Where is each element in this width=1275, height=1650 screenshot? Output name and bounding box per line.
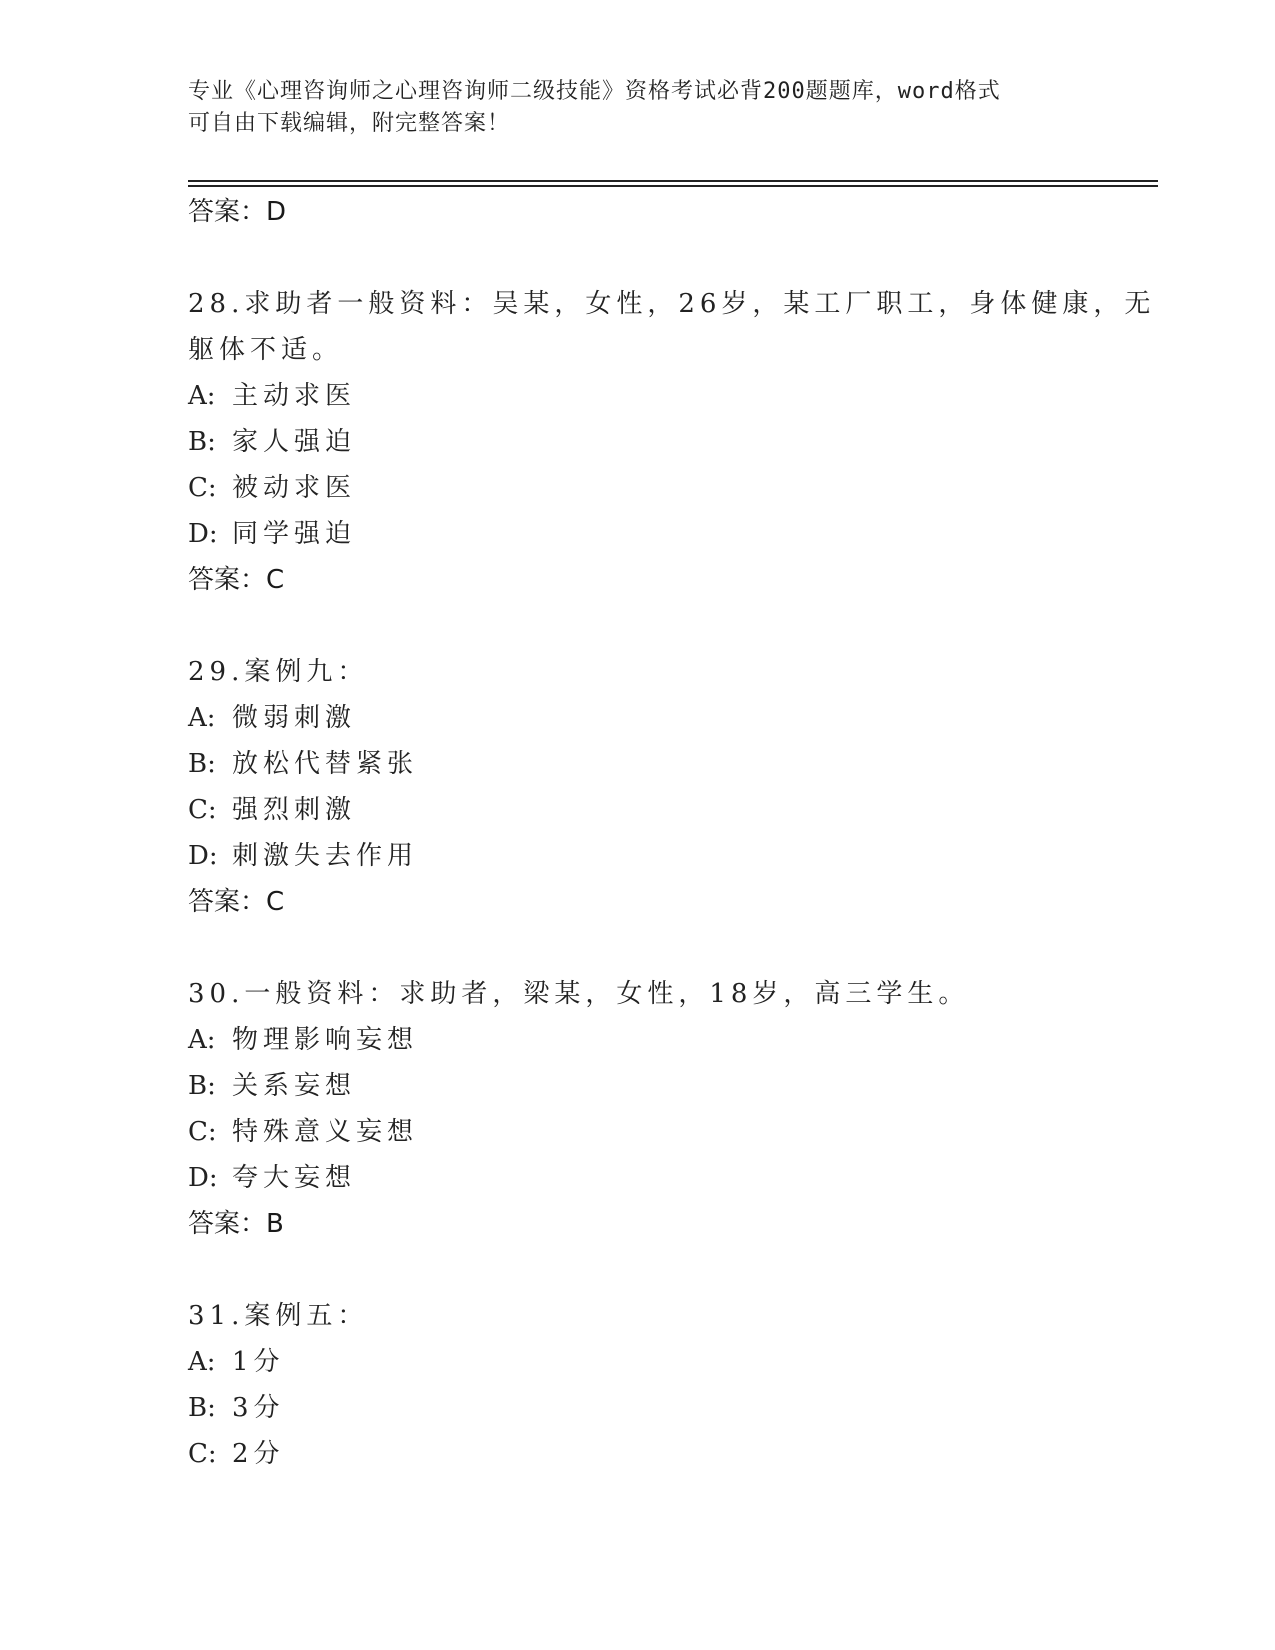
option-text: 3分 bbox=[232, 1393, 285, 1423]
question-stem: 30.一般资料：求助者，梁某，女性，18岁，高三学生。 bbox=[188, 979, 970, 1009]
question-stem: 29.案例九： bbox=[188, 657, 369, 687]
option-label: B: bbox=[188, 1393, 216, 1423]
option-item bbox=[188, 373, 1148, 419]
option-item bbox=[188, 1155, 1148, 1201]
previous-answer: 答案：D bbox=[188, 197, 287, 227]
option-text: 夸大妄想 bbox=[232, 1163, 357, 1193]
option-text: 家人强迫 bbox=[232, 427, 357, 457]
option-item bbox=[188, 1385, 1148, 1431]
option-item bbox=[188, 465, 1148, 511]
option-item bbox=[188, 1017, 1148, 1063]
option-text: 关系妄想 bbox=[232, 1071, 357, 1101]
option-text: 放松代替紧张 bbox=[232, 749, 419, 779]
option-item bbox=[188, 1431, 1148, 1477]
option-item bbox=[188, 419, 1148, 465]
option-text: 强烈刺激 bbox=[232, 795, 357, 825]
option-label: C: bbox=[188, 795, 217, 825]
answer-key: 答案：B bbox=[188, 1209, 284, 1239]
option-label: B: bbox=[188, 427, 216, 457]
question-stem-continued: 躯体不适。 bbox=[188, 335, 344, 365]
question-block bbox=[188, 971, 1148, 1247]
answer-key: 答案：C bbox=[188, 887, 285, 917]
option-label: B: bbox=[188, 749, 216, 779]
option-text: 主动求医 bbox=[232, 381, 357, 411]
question-block bbox=[188, 1293, 1148, 1477]
option-item bbox=[188, 1063, 1148, 1109]
answer-key: 答案：C bbox=[188, 565, 285, 595]
spacer bbox=[188, 925, 1148, 971]
option-item bbox=[188, 787, 1148, 833]
option-label: A: bbox=[188, 381, 216, 411]
question-block bbox=[188, 281, 1156, 603]
question-stem: 31.案例五： bbox=[188, 1301, 369, 1331]
option-text: 微弱刺激 bbox=[232, 703, 357, 733]
option-label: A: bbox=[188, 703, 216, 733]
option-text: 被动求医 bbox=[232, 473, 357, 503]
option-label: A: bbox=[188, 1347, 216, 1377]
spacer bbox=[188, 235, 1148, 281]
option-item bbox=[188, 833, 1148, 879]
option-item bbox=[188, 1109, 1148, 1155]
option-item bbox=[188, 511, 1148, 557]
header-divider-top bbox=[188, 180, 1158, 182]
option-label: C: bbox=[188, 473, 217, 503]
header-line-1: 专业《心理咨询师之心理咨询师二级技能》资格考试必背200题题库，word格式 bbox=[188, 79, 1001, 104]
option-text: 特殊意义妄想 bbox=[232, 1117, 419, 1147]
header-divider-bottom bbox=[188, 185, 1158, 187]
option-text: 刺激失去作用 bbox=[232, 841, 419, 871]
option-label: D: bbox=[188, 841, 218, 871]
question-stem: 28.求助者一般资料：吴某，女性，26岁，某工厂职工，身体健康，无 bbox=[188, 289, 1156, 319]
question-content bbox=[188, 189, 1156, 1477]
option-text: 物理影响妄想 bbox=[232, 1025, 419, 1055]
spacer bbox=[188, 603, 1148, 649]
header-line-2: 可自由下载编辑，附完整答案！ bbox=[188, 111, 511, 136]
question-block bbox=[188, 649, 1148, 925]
option-text: 1分 bbox=[232, 1347, 285, 1377]
option-label: D: bbox=[188, 519, 218, 549]
document-header bbox=[188, 76, 1088, 140]
spacer bbox=[188, 1247, 1148, 1293]
option-item bbox=[188, 1339, 1148, 1385]
option-text: 2分 bbox=[232, 1439, 285, 1469]
option-label: B: bbox=[188, 1071, 216, 1101]
option-label: C: bbox=[188, 1117, 217, 1147]
option-label: A: bbox=[188, 1025, 216, 1055]
option-item bbox=[188, 695, 1148, 741]
option-item bbox=[188, 741, 1148, 787]
option-text: 同学强迫 bbox=[232, 519, 357, 549]
option-label: C: bbox=[188, 1439, 217, 1469]
option-label: D: bbox=[188, 1163, 218, 1193]
